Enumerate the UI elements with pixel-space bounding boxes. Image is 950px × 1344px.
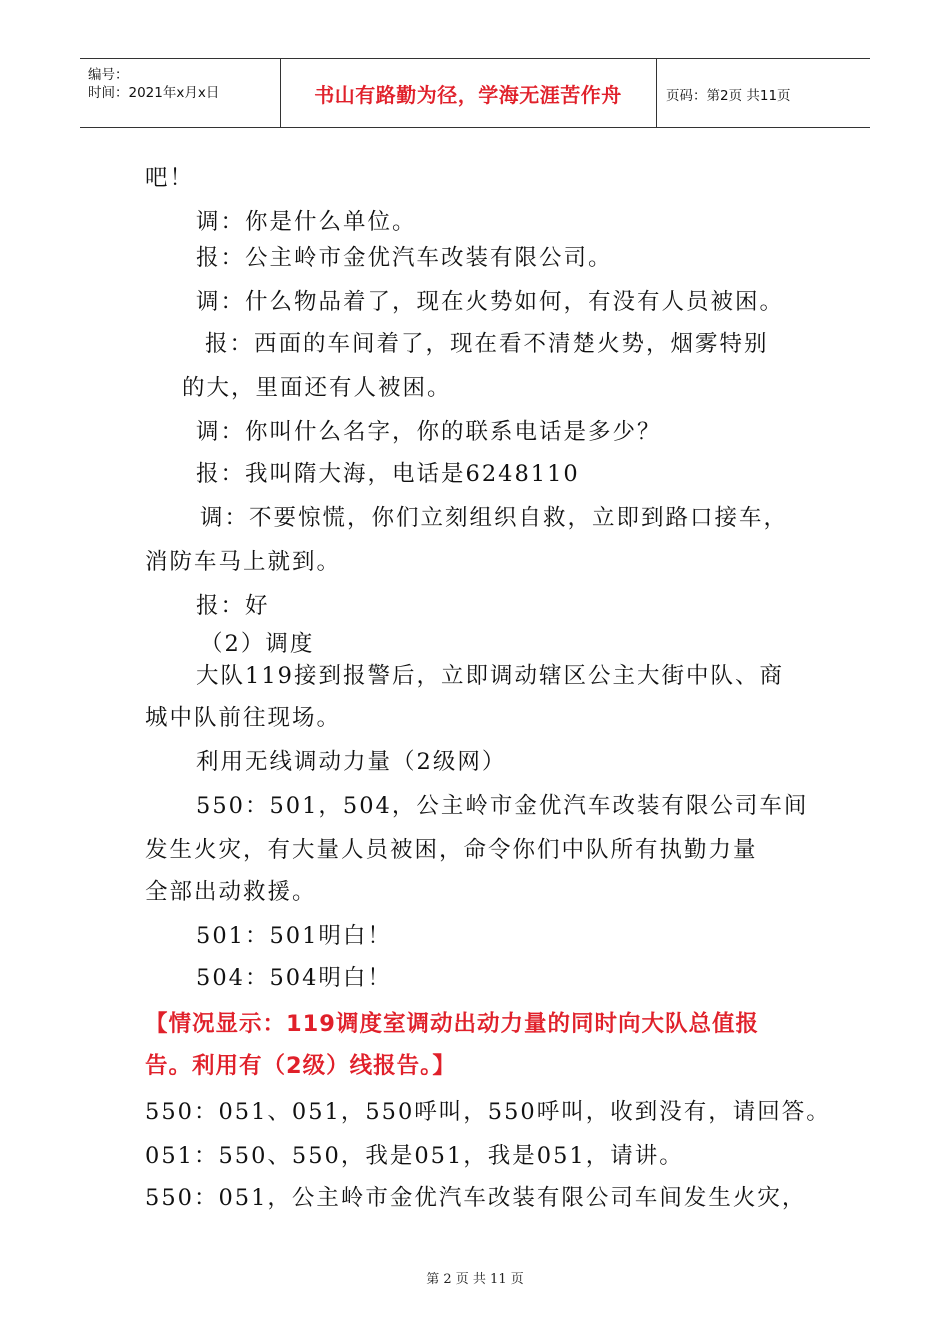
- body-line: 调：什么物品着了，现在火势如何，有没有人员被困。: [196, 289, 785, 315]
- body-line: 的大，里面还有人被困。: [182, 375, 452, 401]
- body-line: 调：你叫什么名字，你的联系电话是多少？: [196, 419, 662, 445]
- body-line: 550：051、051，550呼叫，550呼叫，收到没有，请回答。: [145, 1099, 831, 1125]
- body-line: 吧！: [145, 165, 195, 191]
- body-line: 发生火灾，有大量人员被困，命令你们中队所有执勤力量: [145, 837, 758, 863]
- header-motto: 书山有路勤为径，学海无涯苦作舟: [314, 83, 622, 107]
- body-line: 城中队前往现场。: [145, 705, 342, 731]
- body-line: 550：501，504，公主岭市金优汽车改装有限公司车间: [196, 793, 809, 819]
- body-line: 报：好: [196, 593, 270, 619]
- body-line: （2）调度: [200, 631, 315, 657]
- body-line: 调：不要惊慌，你们立刻组织自救，立即到路口接车，: [200, 505, 789, 531]
- situation-note: 告。利用有（2级）线报告。】: [145, 1053, 456, 1079]
- date-label: 时间：2021年x月x日: [88, 85, 220, 101]
- header-motto-cell: [280, 59, 657, 127]
- body-line: 501：501明白！: [196, 923, 392, 949]
- page-header: [80, 58, 870, 128]
- body-line: 利用无线调动力量（2级网）: [196, 749, 507, 775]
- body-line: 550：051，公主岭市金优汽车改装有限公司车间发生火灾，: [145, 1185, 807, 1211]
- header-meta-cell: [80, 59, 281, 127]
- body-line: 051：550、550，我是051，我是051，请讲。: [145, 1143, 684, 1169]
- body-line: 调：你是什么单位。: [196, 209, 417, 235]
- header-page-cell: [656, 59, 870, 127]
- body-line: 全部出动救援。: [145, 879, 317, 905]
- body-line: 504：504明白！: [196, 965, 392, 991]
- page-footer: 第 2 页 共 11 页: [426, 1272, 524, 1287]
- body-line: 大队119接到报警后，立即调动辖区公主大街中队、商: [196, 663, 784, 689]
- body-line: 报：西面的车间着了，现在看不清楚火势，烟雾特别: [205, 331, 769, 357]
- body-line: 报：我叫隋大海，电话是6248110: [196, 461, 580, 487]
- body-line: 消防车马上就到。: [145, 549, 342, 575]
- header-page-info: 页码：第2页 共11页: [666, 88, 791, 104]
- serial-label: 编号：: [88, 67, 129, 83]
- body-line: 报：公主岭市金优汽车改装有限公司。: [196, 245, 613, 271]
- situation-note: 【情况显示：119调度室调动出动力量的同时向大队总值报: [145, 1011, 759, 1037]
